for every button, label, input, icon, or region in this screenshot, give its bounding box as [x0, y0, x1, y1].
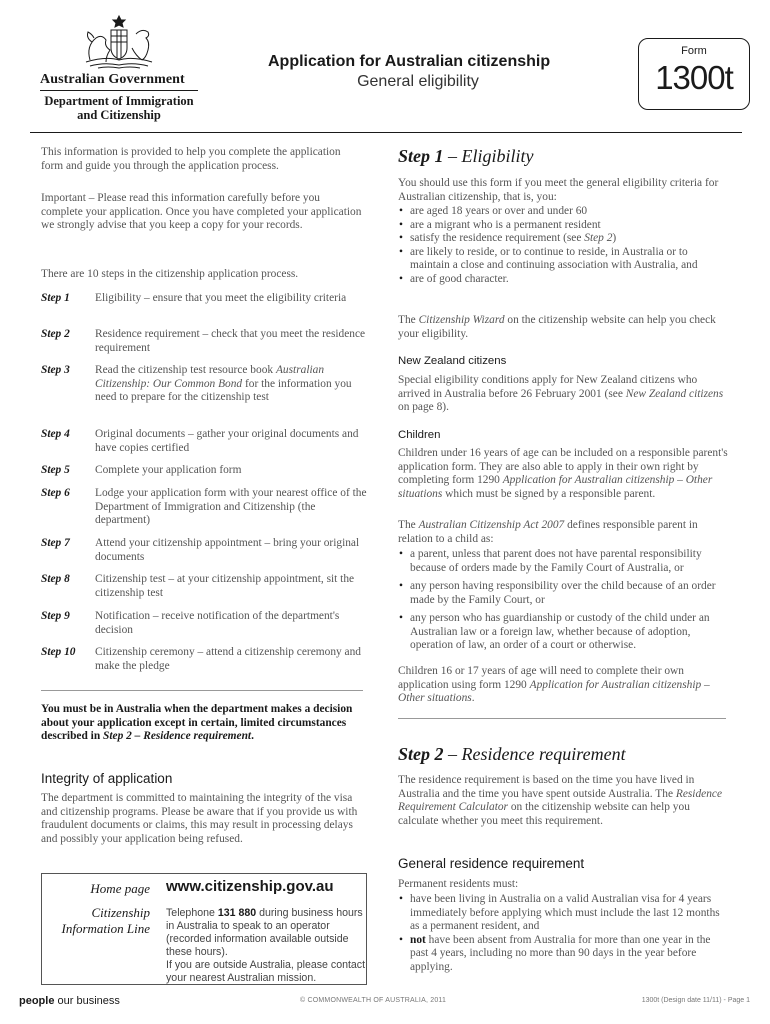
form-number-box — [638, 38, 750, 110]
form-label: Form — [681, 45, 707, 57]
step-text: Eligibility – ensure that you meet the eligibility criteria — [95, 292, 347, 304]
act-definition: The Australian Citizenship Act 2007 defines responsible parent in relation to a child as: — [398, 519, 698, 545]
form-subtitle: General eligibility — [357, 73, 479, 90]
list-item: • have been living in Australia on a valid Australian visa for 4 years immediately before applying which must include the last 12 months as a permanent resident, and — [398, 893, 730, 934]
home-page-label: Home page — [90, 881, 150, 896]
older-children-note: Children 16 or 17 years of age will need to complete their own application using form 1290 Application for Australian citizenship – Other situations. — [398, 665, 710, 704]
footer-tagline: people our business — [19, 995, 120, 1007]
step-label: Step 3 — [41, 364, 70, 376]
list-item: • any person who has guardianship or custody of the child under an Australian law or a foreign law, whether because of adoption, operation of law, an order of a court or otherwise. — [398, 612, 730, 653]
step-text: Lodge your application form with your nearest office of the Department of Immigration and Citizenship (the department) — [95, 487, 367, 526]
step-1-heading: Step 1 – Eligibility — [398, 146, 534, 166]
footer-page-info: 1300t (Design date 11/11) - Page 1 — [641, 997, 750, 1004]
integrity-body: The department is committed to maintaining the integrity of the visa and citizenship programs. Please be aware that if you provide us with fraudulent documents or claims, this may result in processing delays and possibly your application being refused. — [41, 792, 358, 845]
step-label: Step 9 — [41, 610, 70, 622]
step-2-heading: Step 2 – Residence requirement — [398, 744, 626, 764]
list-item: • are likely to reside, or to continue to reside, in Australia or to maintain a close and continuing association with Australia, and — [398, 246, 730, 273]
step-label: Step 5 — [41, 464, 70, 476]
government-name: Australian Government — [40, 72, 185, 87]
form-title: Application for Australian citizenship — [268, 53, 551, 70]
step-text: Read the citizenship test resource book Australian Citizenship: Our Common Bond for the information you need to prepare for the citizenship test — [95, 364, 352, 403]
residence-list — [398, 893, 730, 974]
list-item: • a parent, unless that parent does not have parental responsibility because of orders made by the Family Court of Australia, or — [398, 548, 730, 575]
step-1-intro: You should use this form if you meet the general eligibility criteria for Australian citizenship, that is, you: — [398, 177, 719, 203]
permanent-residents-must: Permanent residents must: — [398, 878, 519, 890]
list-item: • any person having responsibility over the child because of an order made by the Family Court, or — [398, 580, 730, 607]
list-item: • not have been absent from Australia for more than one year in the past 4 years, including no more than 90 days in the year before applying. — [398, 934, 730, 975]
intro-paragraph-3: There are 10 steps in the citizenship application process. — [41, 268, 299, 280]
government-name-rule — [40, 90, 198, 91]
step-text: Citizenship ceremony – attend a citizenship ceremony and make the pledge — [95, 646, 362, 672]
information-line-label: Citizenship Information Line — [61, 905, 150, 936]
right-column-divider — [398, 718, 726, 719]
general-residence-heading: General residence requirement — [398, 856, 585, 871]
integrity-heading: Integrity of application — [41, 771, 173, 786]
responsible-parent-list — [398, 548, 730, 653]
children-body: Children under 16 years of age can be included on a responsible parent's application form. They are also able to apply in their own right by completing form 1290 Application for Australian citizenship – Other situations which must be signed by a responsible parent. — [398, 447, 728, 500]
list-item: • satisfy the residence requirement (see Step 2) — [398, 232, 730, 246]
wizard-note: The Citizenship Wizard on the citizenship website can help you check your eligibility. — [398, 314, 716, 340]
step-label: Step 10 — [41, 646, 76, 658]
department-name-line-1: Department of Immigration — [44, 94, 194, 108]
step-label: Step 4 — [41, 428, 70, 440]
step-2-intro: The residence requirement is based on the time you have lived in Australia and the time you have spent outside Australia. The Residence Requirement Calculator on the citizenship website can help you calculate whether you meet this requirement. — [398, 774, 723, 827]
step-text: Residence requirement – check that you meet the residence requirement — [95, 328, 366, 354]
intro-paragraph-1: This information is provided to help you complete the application form and guide you through the application process. — [41, 146, 341, 172]
footer-copyright: © COMMONWEALTH OF AUSTRALIA, 2011 — [300, 997, 447, 1004]
coat-of-arms-logo — [78, 14, 160, 72]
step-label: Step 7 — [41, 537, 70, 549]
header-divider — [30, 132, 742, 133]
department-name-line-2: and Citizenship — [77, 108, 161, 122]
resource-book-title: Australian Citizenship: Our Common Bond — [95, 364, 325, 390]
home-page-link[interactable]: www.citizenship.gov.au — [166, 878, 334, 895]
contact-info-box — [41, 873, 367, 985]
step-label: Step 1 — [41, 292, 70, 304]
children-heading: Children — [398, 429, 441, 441]
left-column-divider — [41, 690, 363, 691]
step-text: Attend your citizenship appointment – bring your original documents — [95, 537, 360, 563]
residence-notice: You must be in Australia when the department makes a decision about your application except in certain, limited circumstances described in Step 2 – Residence requirement. — [41, 703, 353, 742]
nz-heading: New Zealand citizens — [398, 355, 507, 367]
list-item: • are of good character. — [398, 273, 730, 287]
telephone-info: Telephone 131 880 during business hours in Australia to speak to an operator (recorded information available outside these hours). If you are outside Australia, please contact your nearest Australian mission. — [166, 907, 366, 984]
phone-number: 131 880 — [217, 907, 257, 919]
form-number: 1300t — [655, 59, 733, 96]
step-text: Notification – receive notification of the department's decision — [95, 610, 340, 636]
step-text: Complete your application form — [95, 464, 242, 476]
list-item: • are a migrant who is a permanent resident — [398, 219, 730, 233]
step-label: Step 2 — [41, 328, 70, 340]
step-label: Step 6 — [41, 487, 70, 499]
step-label: Step 8 — [41, 573, 70, 585]
step-text: Original documents – gather your original documents and have copies certified — [95, 428, 359, 454]
list-item: • are aged 18 years or over and under 60 — [398, 205, 730, 219]
nz-body: Special eligibility conditions apply for New Zealand citizens who arrived in Australia before 26 February 2001 (see New Zealand citizens on page 8). — [398, 374, 724, 413]
intro-paragraph-2: Important – Please read this information carefully before you complete your application. Once you have completed your application we strongly advise that you keep a copy for your records. — [41, 192, 362, 231]
step-text: Citizenship test – at your citizenship appointment, sit the citizenship test — [95, 573, 355, 599]
eligibility-list — [398, 205, 730, 286]
